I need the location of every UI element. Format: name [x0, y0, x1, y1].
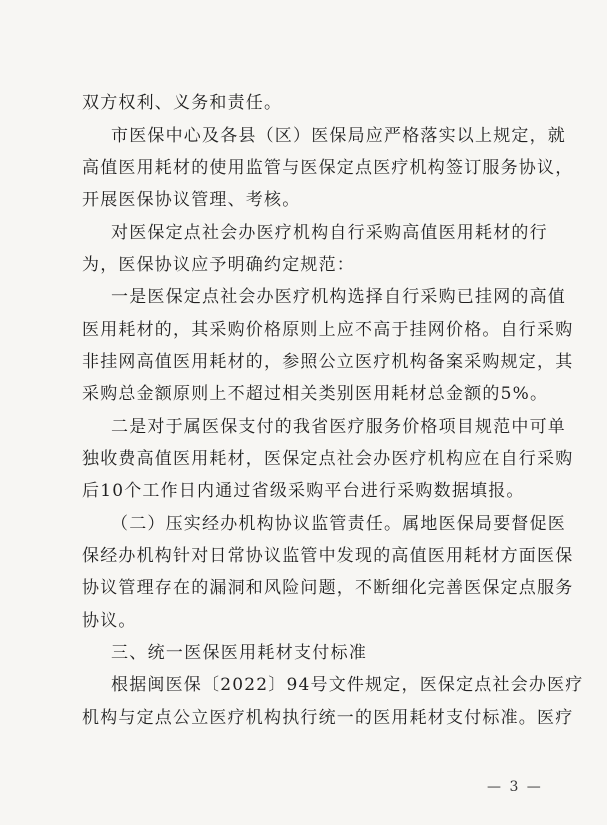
text-line: 市医保中心及各县（区）医保局应严格落实以上规定，就 [111, 126, 566, 146]
text-line: 保经办机构针对日常协议监管中发现的高值医用耗材方面医保 [82, 546, 574, 566]
text-line: 高值医用耗材的使用监管与医保定点医疗机构签订服务协议， [82, 158, 574, 178]
text-line: 双方权利、义务和责任。 [82, 93, 283, 113]
text-line: 协议管理存在的漏洞和风险问题，不断细化完善医保定点服务 [82, 578, 574, 598]
text-line: 采购总金额原则上不超过相关类别医用耗材总金额的5%。 [82, 384, 549, 404]
text-line: 根据闽医保〔2022〕94号文件规定，医保定点社会办医疗 [111, 675, 584, 695]
text-line: （二）压实经办机构协议监管责任。属地医保局要督促医 [111, 514, 566, 534]
text-line: 为，医保协议应予明确约定规范： [82, 255, 355, 275]
text-line: 机构与定点公立医疗机构执行统一的医用耗材支付标准。医疗 [82, 708, 574, 728]
text-line: 二是对于属医保支付的我省医疗服务价格项目规范中可单 [111, 417, 566, 437]
text-line: 一是医保定点社会办医疗机构选择自行采购已挂网的高值 [111, 287, 566, 307]
text-line: 协议。 [82, 611, 137, 631]
text-line: 后10个工作日内通过省级采购平台进行采购数据填报。 [82, 481, 525, 501]
text-line: 医用耗材的，其采购价格原则上应不高于挂网价格。自行采购 [82, 320, 574, 340]
text-line: 独收费高值医用耗材，医保定点社会办医疗机构应在自行采购 [82, 449, 574, 469]
text-line: 开展医保协议管理、考核。 [82, 190, 301, 210]
page-number: — 3 — [487, 779, 543, 795]
section-heading: 三、统一医保医用耗材支付标准 [111, 643, 368, 663]
text-line: 非挂网高值医用耗材的，参照公立医疗机构备案采购规定，其 [82, 352, 574, 372]
text-line: 对医保定点社会办医疗机构自行采购高值医用耗材的行 [111, 223, 548, 243]
